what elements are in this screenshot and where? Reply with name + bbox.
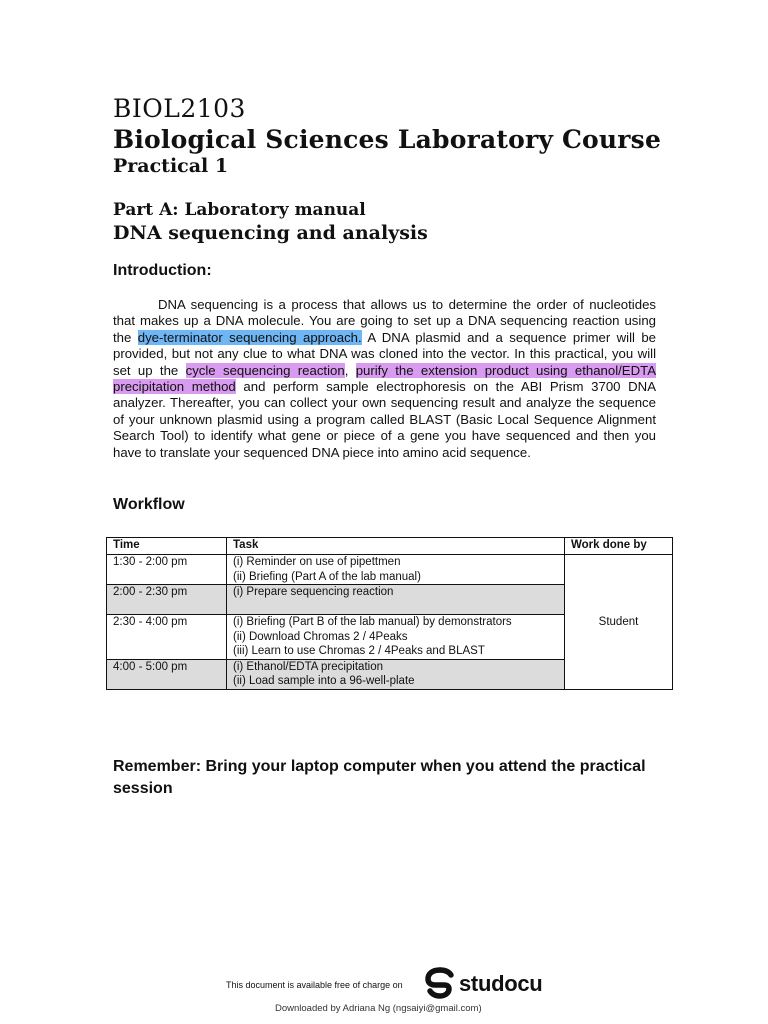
- footer-availability-text: This document is available free of charge on: [226, 980, 403, 990]
- column-header-task: Task: [227, 538, 565, 555]
- table-header-row: [107, 538, 673, 555]
- task-line: (i) Prepare sequencing reaction: [233, 586, 394, 598]
- task-cell: [227, 555, 565, 585]
- studocu-brand[interactable]: studocu: [459, 971, 543, 996]
- workflow-table: [106, 537, 673, 690]
- footer-downloaded-by: Downloaded by Adriana Ng (ngsaiyi@gmail.com): [275, 1003, 482, 1014]
- task-line: (ii) Load sample into a 96-well-plate: [233, 675, 415, 687]
- time-cell: 2:00 - 2:30 pm: [107, 585, 227, 615]
- task-cell: [227, 659, 565, 689]
- practical-title: Practical 1: [113, 155, 229, 177]
- intro-text-3: ,: [344, 362, 356, 378]
- highlight-purify-extension: purify the extension product using ethanol/EDTA precipitation method: [113, 362, 657, 395]
- course-code: BIOL2103: [113, 94, 246, 123]
- time-cell: 2:30 - 4:00 pm: [107, 615, 227, 660]
- highlight-dye-terminator: dye-terminator sequencing approach.: [137, 329, 362, 345]
- task-line: (i) Ethanol/EDTA precipitation: [233, 660, 383, 673]
- task-line: (iii) Learn to use Chromas 2 / 4Peaks and BLAST: [233, 645, 485, 657]
- work-done-by-cell: Student: [565, 555, 673, 690]
- column-header-work-done-by: Work done by: [565, 538, 673, 555]
- task-line: (ii) Briefing (Part A of the lab manual): [233, 570, 421, 583]
- intro-text-2: A DNA plasmid and a sequence primer will be provided, but not any clue to what DNA was cloned into the vector. In this practical, you will set up the: [113, 329, 656, 378]
- studocu-logo-icon[interactable]: [424, 967, 456, 1001]
- introduction-paragraph: [113, 297, 656, 461]
- course-title: Biological Sciences Laboratory Course: [113, 125, 662, 154]
- task-cell: [227, 615, 565, 660]
- highlight-cycle-sequencing: cycle sequencing reaction: [185, 362, 345, 378]
- intro-text-1: DNA sequencing is a process that allows us to determine the order of nucleotides that makes up a DNA molecule. You are going to set up a DNA sequencing reaction using the: [113, 297, 656, 345]
- table-row: [107, 555, 673, 585]
- topic-heading: DNA sequencing and analysis: [113, 222, 428, 244]
- time-cell: 1:30 - 2:00 pm: [107, 555, 227, 585]
- workflow-heading: Workflow: [113, 496, 185, 513]
- intro-text-4: and perform sample electrophoresis on the ABI Prism 3700 DNA analyzer. Thereafter, you can collect your own sequencing result and analyze the sequence of your unknown plasmid using a program called BLAST (Basic Local Sequence Alignment Search Tool) to identify what gene or piece of a gene you have sequenced and then you have to translate your sequenced DNA piece into amino acid sequence.: [113, 379, 657, 460]
- column-header-time: Time: [107, 538, 227, 555]
- time-cell: 4:00 - 5:00 pm: [107, 659, 227, 689]
- task-line: (i) Briefing (Part B of the lab manual) by demonstrators: [233, 616, 512, 628]
- task-line: (ii) Download Chromas 2 / 4Peaks: [233, 630, 408, 643]
- task-cell: [227, 585, 565, 615]
- task-line: (i) Reminder on use of pipettmen: [233, 556, 401, 568]
- introduction-heading: Introduction:: [113, 262, 212, 279]
- part-heading: Part A: Laboratory manual: [113, 200, 366, 220]
- remember-note: Remember: Bring your laptop computer when you attend the practical session: [113, 758, 646, 797]
